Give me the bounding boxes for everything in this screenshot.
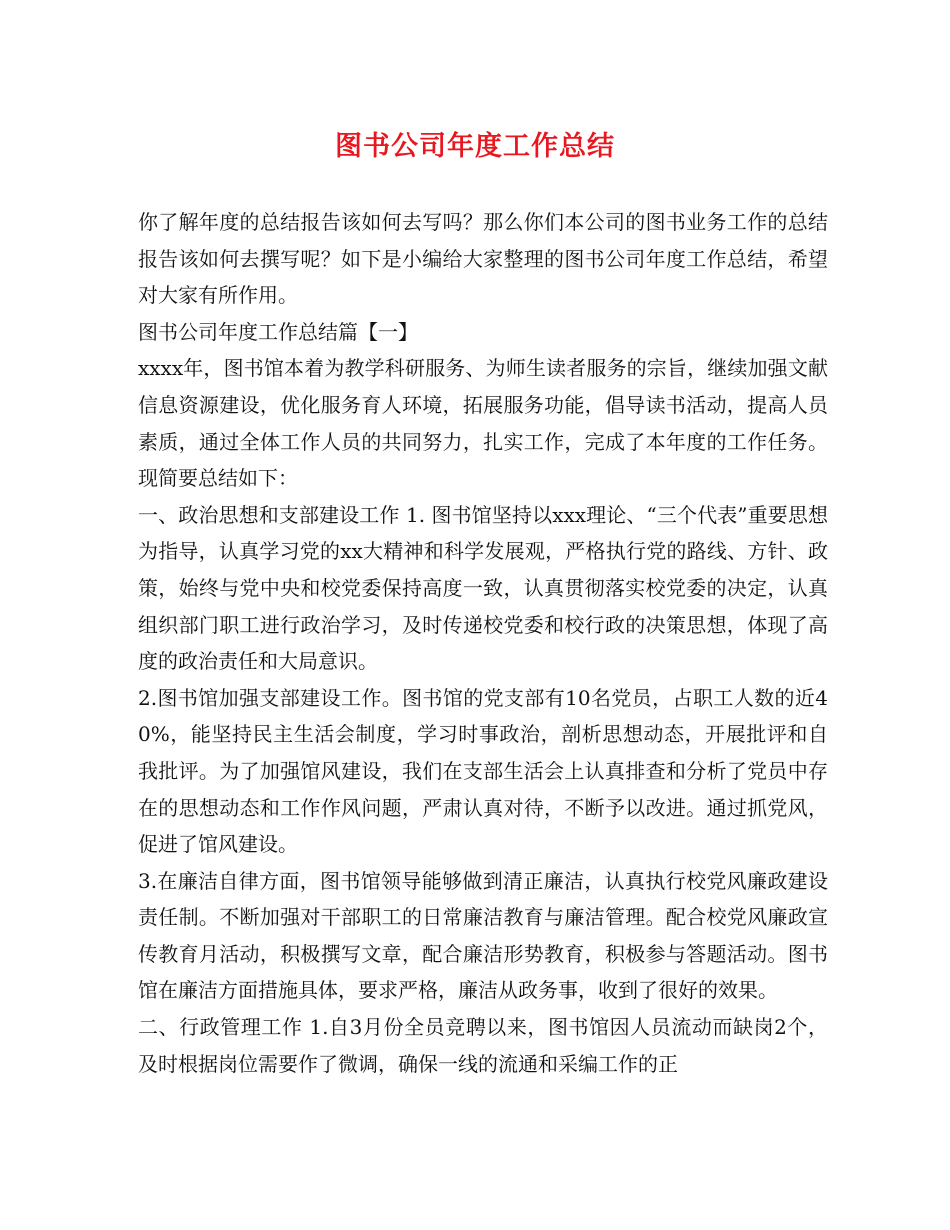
integrity-paragraph: 3.在廉洁自律方面，图书馆领导能够做到清正廉洁，认真执行校党风廉政建设责任制。不断加强对干部职工的日常廉洁教育与廉洁管理。配合校党风廉政宣传教育月活动，积极撰写文章，配合廉洁形势教育，积极参与答题活动。图书馆在廉洁方面措施具体，要求严格，廉洁从政务事，收到了很好的效果。 — [138, 868, 828, 1003]
party-branch-paragraph: 2.图书馆加强支部建设工作。图书馆的党支部有10名党员，占职工人数的近40%，能坚持民主生活会制度，学习时事政治，剖析思想动态，开展批评和自我批评。为了加强馆风建设，我们在支部生活会上认真排查和分析了党员中存在的思想动态和工作作风问题，严肃认真对待，不断予以改进。通过抓党风，促进了馆风建设。 — [138, 685, 828, 857]
intro-paragraph: 你了解年度的总结报告该如何去写吗？那么你们本公司的图书业务工作的总结报告该如何去撰写呢？如下是小编给大家整理的图书公司年度工作总结，希望对大家有所作用。 — [138, 210, 828, 308]
document-body — [138, 204, 828, 1082]
political-work-paragraph: 一、政治思想和支部建设工作 1. 图书馆坚持以xxx理论、“三个代表”重要思想为指导，认真学习党的xx大精神和科学发展观，严格执行党的路线、方针、政策，始终与党中央和校党委保持高度一致，认真贯彻落实校党委的决定，认真组织部门职工进行政治学习，及时传递校党委和校行政的决策思想，体现了高度的政治责任和大局意识。 — [138, 502, 828, 674]
administration-paragraph: 二、行政管理工作 1.自3月份全员竞聘以来，图书馆因人员流动而缺岗2个，及时根据岗位需要作了微调，确保一线的流通和采编工作的正 — [138, 1015, 828, 1076]
section-heading: 图书公司年度工作总结篇【一】 — [138, 319, 418, 344]
document-title: 图书公司年度工作总结 — [335, 131, 615, 162]
overview-paragraph: xxxx年，图书馆本着为教学科研服务、为师生读者服务的宗旨，继续加强文献信息资源建设，优化服务育人环境，拓展服务功能，倡导读书活动，提高人员素质，通过全体工作人员的共同努力，扎实工作，完成了本年度的工作任务。现简要总结如下： — [138, 356, 828, 491]
